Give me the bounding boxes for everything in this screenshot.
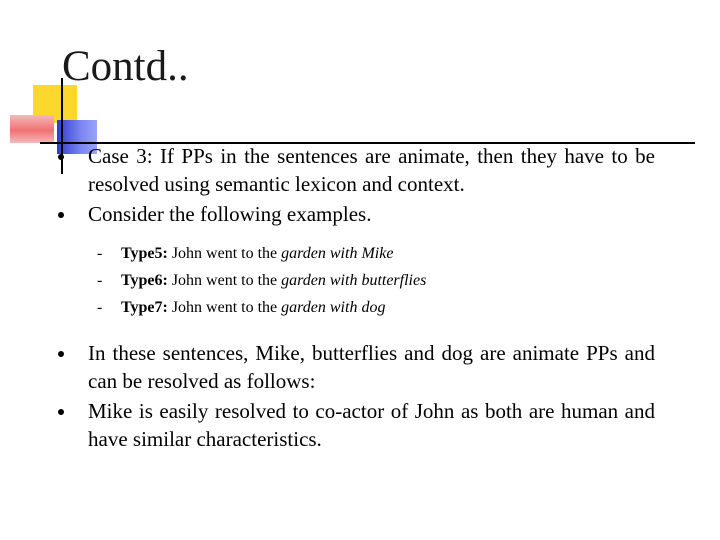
example-item: [40, 294, 655, 321]
example-emphasis: garden with dog: [281, 299, 386, 316]
example-list: [40, 240, 655, 321]
dash-icon: -: [97, 299, 103, 316]
example-emphasis: garden with butterflies: [281, 272, 427, 289]
example-label: Type6:: [121, 272, 168, 289]
bullet-item: [40, 142, 655, 198]
bullet-dot-icon: [58, 154, 64, 160]
example-emphasis: garden with Mike: [281, 245, 394, 262]
bullet-dot-icon: [58, 409, 64, 415]
bullet-dot-icon: [58, 212, 64, 218]
bullet-item: [40, 200, 655, 228]
example-item: [40, 267, 655, 294]
example-item: [40, 240, 655, 267]
bullet-dot-icon: [58, 351, 64, 357]
decor-red-square: [10, 115, 54, 143]
example-label: Type7:: [121, 299, 168, 316]
bullet-text: In these sentences, Mike, butterflies and dog are animate PPs and can be resolved as follows:: [88, 341, 655, 393]
bullet-item: [40, 397, 655, 453]
bullet-text: Case 3: If PPs in the sentences are animate, then they have to be resolved using semantic lexicon and context.: [88, 144, 655, 196]
example-label: Type5:: [121, 245, 168, 262]
dash-icon: -: [97, 245, 103, 262]
bullet-text: Mike is easily resolved to co-actor of John as both are human and have similar characteristics.: [88, 399, 655, 451]
example-text: John went to the: [167, 272, 282, 289]
slide-body: [40, 142, 655, 453]
bullet-item: [40, 339, 655, 395]
bullet-text: Consider the following examples.: [88, 202, 372, 226]
example-text: John went to the: [167, 299, 282, 316]
example-text: John went to the: [167, 245, 282, 262]
slide-title: Contd..: [62, 43, 189, 90]
dash-icon: -: [97, 272, 103, 289]
